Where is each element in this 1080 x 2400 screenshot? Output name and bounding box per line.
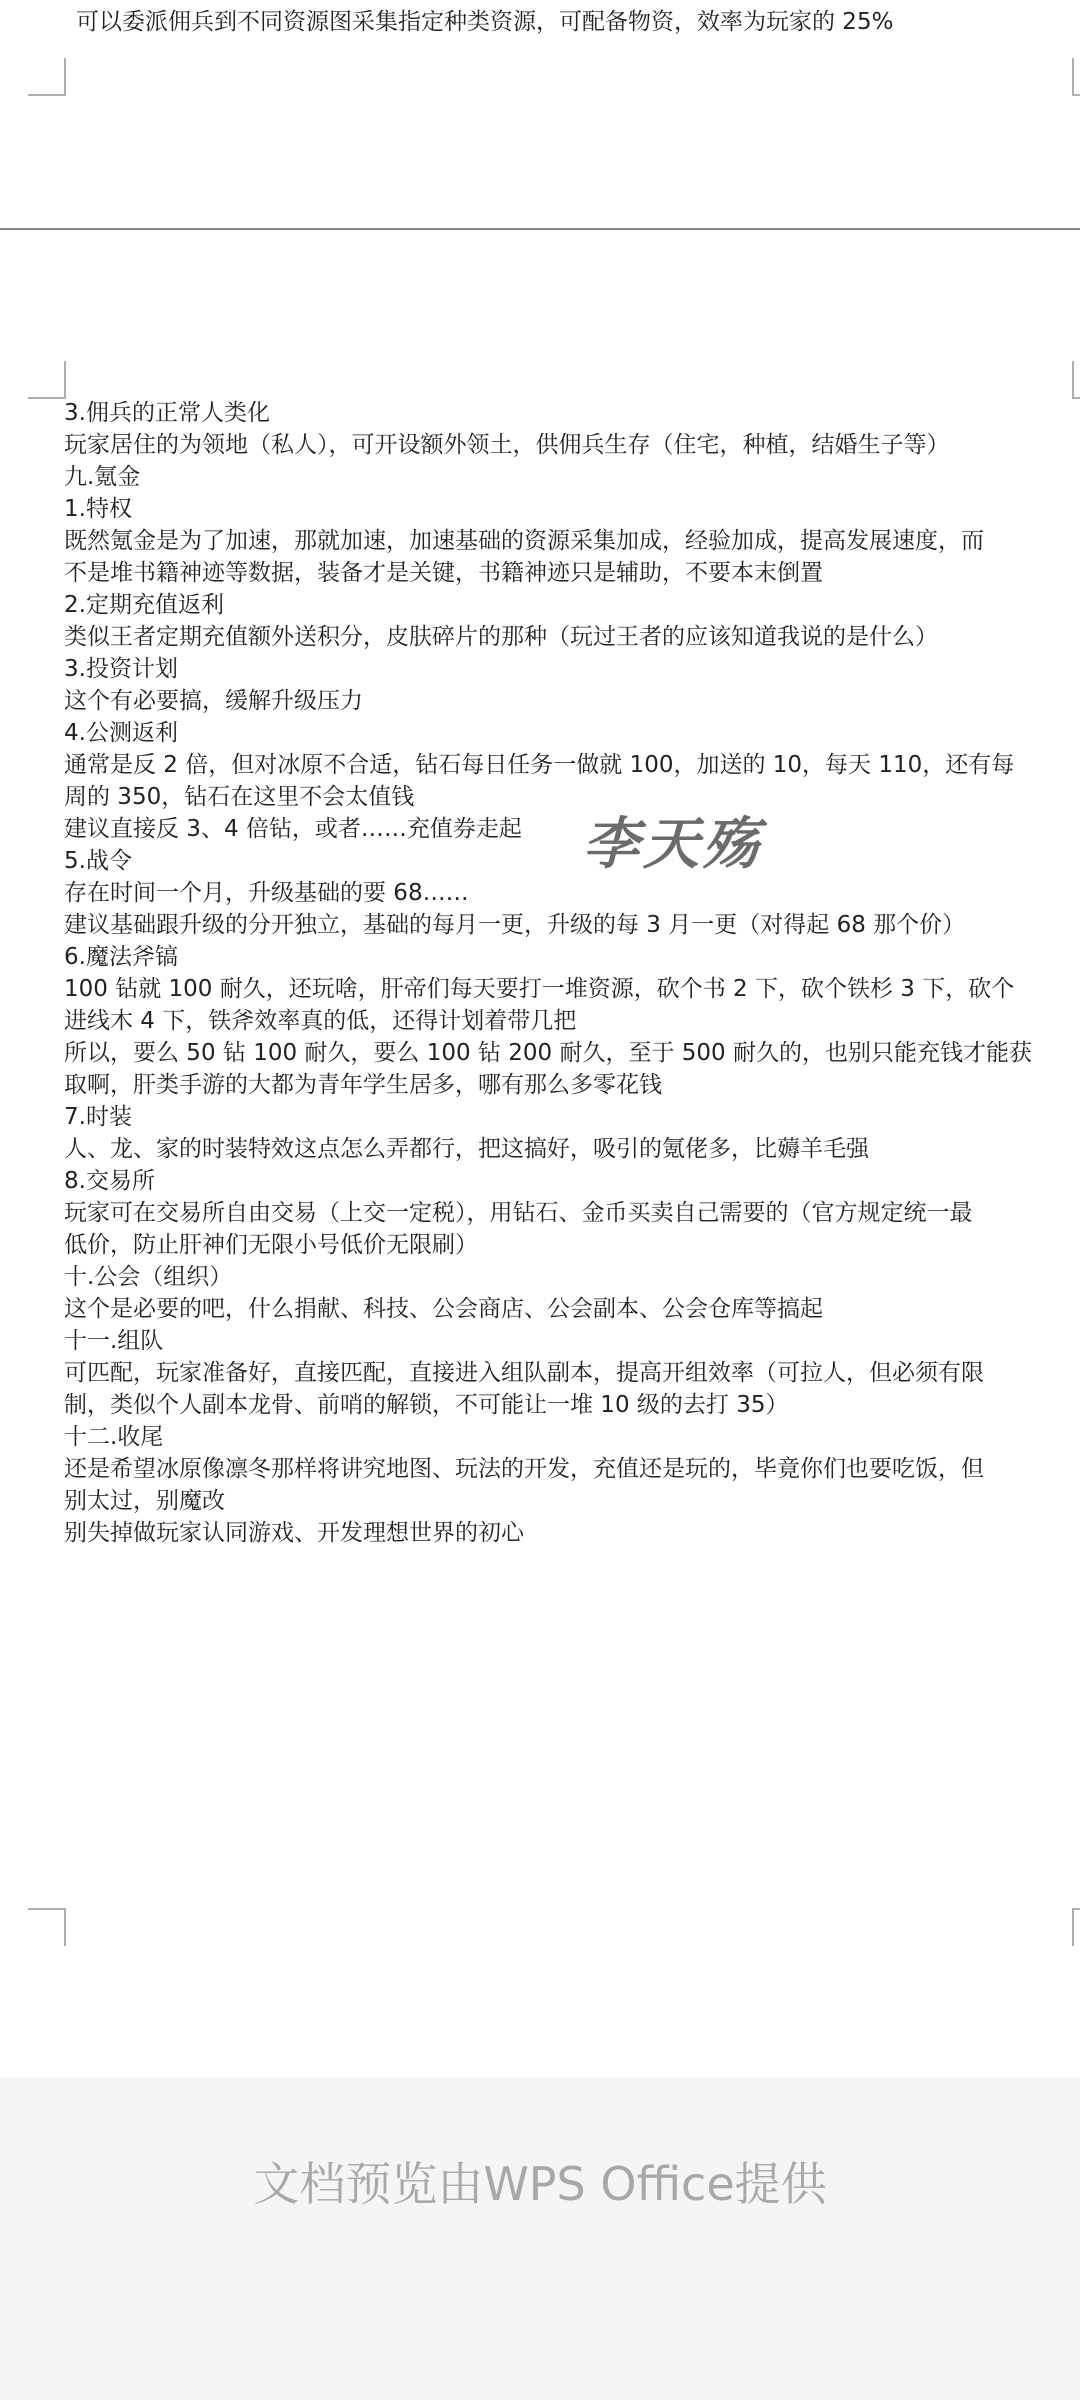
text-line: 取啊，肝类手游的大都为青年学生居多，哪有那么多零花钱 bbox=[64, 1072, 662, 1098]
crop-mark bbox=[28, 58, 66, 96]
text-line: 建议直接反 3、4 倍钻，或者……充值券走起 bbox=[64, 816, 522, 842]
text-line: 人、龙、家的时装特效这点怎么弄都行，把这搞好，吸引的氪佬多，比薅羊毛强 bbox=[64, 1136, 869, 1162]
text-line: 8.交易所 bbox=[64, 1168, 155, 1194]
text-line: 6.魔法斧镐 bbox=[64, 944, 178, 970]
crop-mark bbox=[1072, 58, 1080, 96]
text-line: 1.特权 bbox=[64, 496, 132, 522]
watermark-signature: 李天殇 bbox=[583, 811, 763, 877]
text-line: 别太过，别魔改 bbox=[64, 1488, 225, 1514]
text-line: 建议基础跟升级的分开独立，基础的每月一更，升级的每 3 月一更（对得起 68 那个价） bbox=[64, 912, 966, 938]
text-line: 进线木 4 下，铁斧效率真的低，还得计划着带几把 bbox=[64, 1008, 577, 1034]
text-line: 这个是必要的吧，什么捐献、科技、公会商店、公会副本、公会仓库等搞起 bbox=[64, 1296, 823, 1322]
text-line: 还是希望冰原像凛冬那样将讲究地图、玩法的开发，充值还是玩的，毕竟你们也要吃饭，但 bbox=[64, 1456, 984, 1482]
text-line: 周的 350，钻石在这里不会太值钱 bbox=[64, 784, 415, 810]
text-line: 十二.收尾 bbox=[64, 1424, 164, 1450]
text-line: 十.公会（组织） bbox=[64, 1264, 233, 1290]
text-line: 这个有必要搞，缓解升级压力 bbox=[64, 688, 363, 714]
text-line: 3.投资计划 bbox=[64, 656, 178, 682]
text-line: 100 钻就 100 耐久，还玩啥，肝帝们每天要打一堆资源，砍个书 2 下，砍个铁杉 3 下，砍个 bbox=[64, 976, 1015, 1002]
text-line: 既然氪金是为了加速，那就加速，加速基础的资源采集加成，经验加成，提高发展速度，而 bbox=[64, 528, 984, 554]
text-line: 存在时间一个月，升级基础的要 68…… bbox=[64, 880, 469, 906]
crop-mark bbox=[28, 1908, 66, 1946]
text-line: 九.氪金 bbox=[64, 464, 141, 490]
text-line: 可匹配，玩家准备好，直接匹配，直接进入组队副本，提高开组效率（可拉人，但必须有限 bbox=[64, 1360, 984, 1386]
text-line: 别失掉做玩家认同游戏、开发理想世界的初心 bbox=[64, 1520, 524, 1546]
text-line: 玩家居住的为领地（私人），可开设额外领土，供佣兵生存（住宅，种植，结婚生子等） bbox=[64, 432, 950, 458]
crop-mark bbox=[1072, 361, 1080, 399]
text-line: 制，类似个人副本龙骨、前哨的解锁，不可能让一堆 10 级的去打 35） bbox=[64, 1392, 789, 1418]
page1-top-line: 可以委派佣兵到不同资源图采集指定种类资源，可配备物资，效率为玩家的 25% bbox=[76, 9, 894, 35]
text-line: 4.公测返利 bbox=[64, 720, 178, 746]
text-line: 7.时装 bbox=[64, 1104, 132, 1130]
text-line: 不是堆书籍神迹等数据，装备才是关键，书籍神迹只是辅助，不要本末倒置 bbox=[64, 560, 823, 586]
text-line: 玩家可在交易所自由交易（上交一定税），用钻石、金币买卖自己需要的（官方规定统一最 bbox=[64, 1200, 973, 1226]
text-line: 所以，要么 50 钻 100 耐久，要么 100 钻 200 耐久，至于 500 耐久的，也别只能充钱才能获 bbox=[64, 1040, 1032, 1066]
footer-text: 文档预览由WPS Office提供 bbox=[253, 2157, 827, 2211]
text-line: 2.定期充值返利 bbox=[64, 592, 224, 618]
crop-mark bbox=[1072, 1908, 1080, 1946]
crop-mark bbox=[28, 361, 66, 399]
text-line: 低价，防止肝神们无限小号低价无限刷） bbox=[64, 1232, 478, 1258]
text-line: 类似王者定期充值额外送积分，皮肤碎片的那种（玩过王者的应该知道我说的是什么） bbox=[64, 624, 938, 650]
text-line: 通常是反 2 倍，但对冰原不合适，钻石每日任务一做就 100，加送的 10，每天 110，还有每 bbox=[64, 752, 1015, 778]
footer-area bbox=[0, 2077, 1080, 2400]
page-separator bbox=[0, 228, 1080, 230]
text-line: 3.佣兵的正常人类化 bbox=[64, 400, 270, 426]
text-line: 十一.组队 bbox=[64, 1328, 164, 1354]
text-line: 5.战令 bbox=[64, 848, 132, 874]
